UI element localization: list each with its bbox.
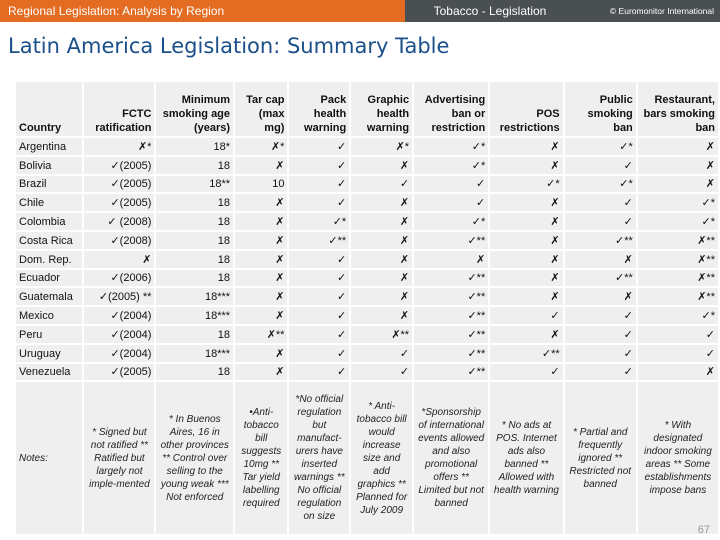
table-cell: ✗** [638,251,718,268]
table-cell: ✓ (2008) [84,213,154,230]
table-cell: ✓* [638,213,718,230]
top-bar [0,0,720,22]
section-title: Regional Legislation: Analysis by Region [0,0,405,22]
table-cell: ✗ [490,288,562,305]
column-header: Tar cap (max mg) [235,82,287,136]
country-cell: Argentina [16,138,82,155]
table-cell: 10 [235,176,287,193]
table-cell: ✓** [414,307,488,324]
table-cell: ✓ [638,326,718,343]
table-cell: ✓(2005) ** [84,288,154,305]
table-row [16,288,718,305]
table-row [16,232,718,249]
table-cell: ✓ [289,176,349,193]
note-cell: * With designated indoor smoking areas ** Some establishments impose bans [638,382,718,534]
table-cell: ✗* [235,138,287,155]
table-cell: ✓** [565,270,636,287]
column-header: Pack health warning [289,82,349,136]
table-cell: ✓ [289,364,349,381]
table-cell: 18*** [156,307,233,324]
table-row [16,270,718,287]
table-cell: ✗ [235,194,287,211]
table-cell: ✗ [235,251,287,268]
table-cell: ✓** [490,345,562,362]
table-cell: ✗ [490,251,562,268]
table-cell: ✗ [235,213,287,230]
table-cell: ✓* [490,176,562,193]
table-cell: ✗ [638,176,718,193]
table-cell: ✓ [289,345,349,362]
table-cell: 18** [156,176,233,193]
table-cell: 18 [156,232,233,249]
table-cell: ✓** [289,232,349,249]
table-row [16,213,718,230]
table-cell: ✗ [235,288,287,305]
note-cell: *No official regulation but manufact-urers have inserted warnings ** No official regulation on size [289,382,349,534]
table-cell: 18* [156,138,233,155]
table-cell: ✗ [235,232,287,249]
country-cell: Costa Rica [16,232,82,249]
table-cell: ✓ [565,326,636,343]
table-cell: ✓(2005) [84,176,154,193]
country-cell: Colombia [16,213,82,230]
table-cell: ✗ [414,251,488,268]
table-cell: ✓ [638,345,718,362]
table-cell: ✓** [414,232,488,249]
country-cell: Uruguay [16,345,82,362]
table-cell: ✓ [289,288,349,305]
table-cell: ✓ [414,194,488,211]
notes-row [16,382,718,534]
table-cell: ✓ [351,176,412,193]
column-header: POS restrictions [490,82,562,136]
table-cell: ✓ [351,345,412,362]
table-cell: ✓** [414,326,488,343]
table-cell: ✓ [565,345,636,362]
notes-label: Notes: [16,382,82,534]
table-cell: ✓** [414,270,488,287]
table-cell: ✓ [565,364,636,381]
table-cell: ✓ [565,157,636,174]
table-header [16,82,718,136]
table-cell: ✗ [235,270,287,287]
table-cell: ✓ [289,326,349,343]
country-cell: Chile [16,194,82,211]
table-row [16,176,718,193]
note-cell: * No ads at POS. Internet ads also banned ** Allowed with health warning [490,382,562,534]
table-cell: ✓ [565,307,636,324]
table-cell: ✗ [490,194,562,211]
table-cell: 18 [156,194,233,211]
table-cell: ✓(2006) [84,270,154,287]
table-cell: 18 [156,251,233,268]
table-cell: ✓* [289,213,349,230]
table-cell: ✓ [565,213,636,230]
table-cell: ✓ [414,176,488,193]
table-cell: ✗** [638,232,718,249]
column-header: Public smoking ban [565,82,636,136]
table-cell: ✗** [235,326,287,343]
column-header: Graphic health warning [351,82,412,136]
table-cell: ✓ [289,157,349,174]
table-cell: ✗ [351,194,412,211]
topic-title: Tobacco - Legislation [405,0,575,22]
table-cell: ✗ [565,251,636,268]
table-cell: ✓** [414,345,488,362]
table-row [16,364,718,381]
table-cell: ✓ [289,270,349,287]
table-cell: ✓** [565,232,636,249]
table-cell: ✗ [351,251,412,268]
country-cell: Bolivia [16,157,82,174]
country-cell: Peru [16,326,82,343]
country-cell: Guatemala [16,288,82,305]
table-row [16,194,718,211]
table-cell: ✓* [414,157,488,174]
table-cell: ✓(2004) [84,307,154,324]
table-cell: ✓(2005) [84,364,154,381]
table-cell: ✗ [235,307,287,324]
table-cell: ✓* [638,194,718,211]
table-cell: ✗ [638,364,718,381]
table-cell: 18 [156,270,233,287]
table-cell: ✗ [235,157,287,174]
note-cell: * Anti-tobacco bill would increase size and add graphics ** Planned for July 2009 [351,382,412,534]
table-row [16,138,718,155]
table-cell: ✗ [490,213,562,230]
table-row [16,326,718,343]
note-cell: * In Buenos Aires, 16 in other provinces ** Control over selling to the young weak *** Not enforced [156,382,233,534]
table-cell: ✓ [289,251,349,268]
table-cell: ✗ [490,138,562,155]
country-cell: Dom. Rep. [16,251,82,268]
table-cell: 18 [156,326,233,343]
table-cell: ✗ [351,288,412,305]
table-cell: ✗* [84,138,154,155]
table-cell: ✗** [638,270,718,287]
table-cell: ✓ [289,194,349,211]
table-cell: ✗ [351,270,412,287]
table-cell: ✓(2008) [84,232,154,249]
column-header: FCTC ratification [84,82,154,136]
table-row [16,345,718,362]
table-cell: ✗* [351,138,412,155]
table-cell: ✓(2005) [84,194,154,211]
table-cell: ✓ [289,138,349,155]
table-cell: ✓ [289,307,349,324]
table-cell: ✓(2005) [84,157,154,174]
table-cell: ✗ [490,270,562,287]
table-cell: 18 [156,364,233,381]
table-cell: ✗ [235,364,287,381]
table-cell: ✗ [490,157,562,174]
note-cell: * Partial and frequently ignored ** Restricted not banned [565,382,636,534]
table-cell: ✓* [565,176,636,193]
table-cell: 18*** [156,345,233,362]
country-cell: Mexico [16,307,82,324]
table-cell: ✓** [414,364,488,381]
table-cell: ✓* [414,213,488,230]
table-cell: 18 [156,213,233,230]
note-cell: •Anti-tobacco bill suggests 10mg ** Tar yield labelling required [235,382,287,534]
column-header: Country [16,82,82,136]
note-cell: *Sponsorship of international events allowed and also promotional offers ** Limited but not banned [414,382,488,534]
page-title: Latin America Legislation: Summary Table [8,34,450,58]
table-cell: ✓(2004) [84,326,154,343]
table-cell: ✗ [351,213,412,230]
table-cell: 18*** [156,288,233,305]
table-row [16,307,718,324]
table-cell: ✗ [490,326,562,343]
table-cell: ✗ [490,232,562,249]
table-cell: ✗ [638,138,718,155]
table-cell: ✓(2004) [84,345,154,362]
table-cell: ✗ [235,345,287,362]
table-row [16,251,718,268]
country-cell: Ecuador [16,270,82,287]
copyright: © Euromonitor International [575,0,720,22]
table-cell: ✓ [351,364,412,381]
table-cell: ✗ [351,232,412,249]
table-cell: ✗ [351,157,412,174]
table-cell: ✓* [638,307,718,324]
column-header: Restaurant, bars smoking ban [638,82,718,136]
table-cell: ✗ [638,157,718,174]
country-cell: Brazil [16,176,82,193]
table-cell: ✓ [565,194,636,211]
country-cell: Venezuela [16,364,82,381]
table-cell: ✗ [84,251,154,268]
table-cell: ✗** [351,326,412,343]
legislation-table [14,80,720,536]
table-cell: ✓** [414,288,488,305]
table-cell: ✗** [638,288,718,305]
note-cell: * Signed but not ratified ** Ratified but largely not imple-mented [84,382,154,534]
table-cell: ✓* [414,138,488,155]
table-cell: ✓* [565,138,636,155]
column-header: Minimum smoking age (years) [156,82,233,136]
table-cell: ✗ [351,307,412,324]
table-cell: ✓ [490,364,562,381]
table-cell: 18 [156,157,233,174]
table-row [16,157,718,174]
table-cell: ✓ [490,307,562,324]
table-cell: ✗ [565,288,636,305]
page-number: 67 [697,524,710,536]
column-header: Advertising ban or restriction [414,82,488,136]
